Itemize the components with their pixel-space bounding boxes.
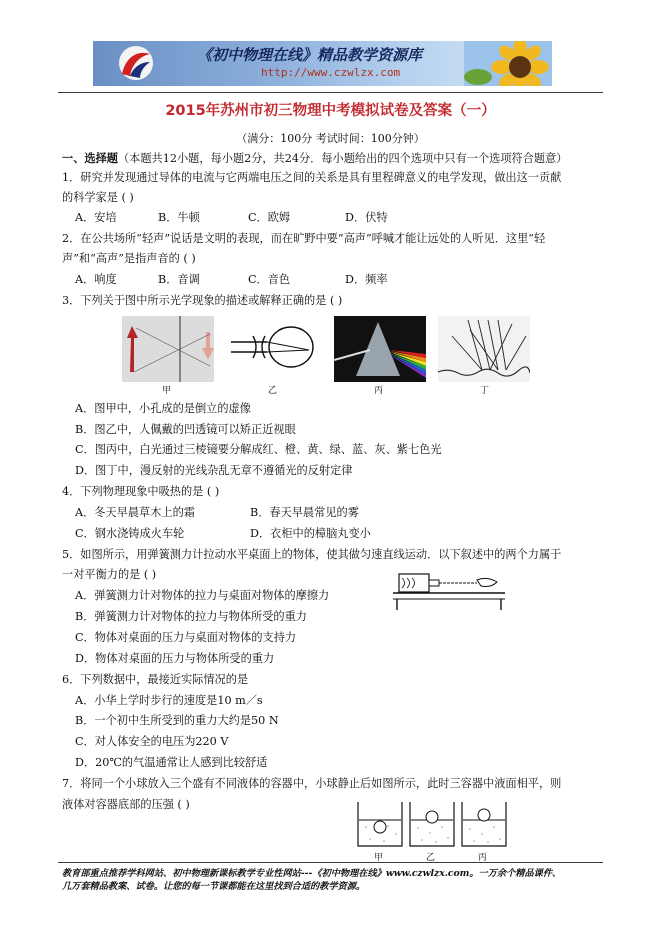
option: A．图甲中，小孔成的是倒立的虚像 xyxy=(75,402,251,415)
option: A．冬天早晨草木上的霜 xyxy=(75,506,195,519)
option: D．衣柜中的樟脑丸变小 xyxy=(250,527,371,540)
question-text: 2．在公共场所“轻声”说话是文明的表现，而在旷野中要“高声”呼喊才能让远处的人听见．这里“轻 xyxy=(62,232,546,245)
header-rule xyxy=(58,92,603,93)
option: A．小华上学时步行的速度是10 m／s xyxy=(75,694,263,707)
question-text: 1．研究并发现通过导体的电流与它两端电压之间的关系是具有里程碑意义的电学发现，做出这一贡献 xyxy=(62,171,562,184)
option: B．春天早晨常见的雾 xyxy=(250,506,359,519)
option: C．欧姆 xyxy=(248,211,291,224)
exam-info: （满分：100分 考试时间：100分钟） xyxy=(236,132,425,145)
question-text: 的科学家是 ( ) xyxy=(62,191,134,204)
prism-dispersion-figure xyxy=(334,316,426,382)
header-banner xyxy=(93,41,552,86)
option: B．音调 xyxy=(158,273,200,286)
question-text: 声”和“高声”是指声音的 ( ) xyxy=(62,252,196,265)
figure-label: 丙 xyxy=(478,853,488,863)
option: A．安培 xyxy=(75,211,117,224)
option: B．牛顿 xyxy=(158,211,200,224)
option: A．响度 xyxy=(75,273,117,286)
footer-line: 几万套精品教案、试卷。让您的每一节课都能在这里找到合适的教学资源。 xyxy=(62,881,366,892)
pinhole-camera-figure xyxy=(122,316,214,382)
question-text: 7．将同一个小球放入三个盛有不同液体的容器中，小球静止后如图所示，此时三容器中液面相平，则 xyxy=(62,777,562,790)
section-title: 一、选择题 xyxy=(62,151,118,165)
figure-label: 丙 xyxy=(374,386,384,396)
figure-label: 乙 xyxy=(426,853,436,863)
sunflower-icon xyxy=(464,41,552,86)
question-text: 3．下列关于图中所示光学现象的描述或解释正确的是 ( ) xyxy=(62,294,343,307)
option: C．钢水浇铸成火车轮 xyxy=(75,527,185,540)
question-text: 液体对容器底部的压强 ( ) xyxy=(62,798,190,811)
option: A．弹簧测力计对物体的拉力与桌面对物体的摩擦力 xyxy=(75,589,330,602)
figure-label: 甲 xyxy=(162,386,172,396)
question-text: 一对平衡力的是 ( ) xyxy=(62,568,157,581)
section-instructions: （本题共12小题，每小题2分，共24分．每小题给出的四个选项中只有一个选项符合题意） xyxy=(117,152,568,165)
option: D．伏特 xyxy=(345,211,388,224)
diffuse-reflection-figure xyxy=(438,316,530,382)
figure-label: 丁 xyxy=(480,386,490,396)
option: D．物体对桌面的压力与物体所受的重力 xyxy=(75,652,275,665)
banner-url[interactable]: http://www.czwlzx.com xyxy=(261,66,401,79)
option: B．一个初中生所受到的重力大约是50 N xyxy=(75,714,279,727)
option: D．20℃的气温通常让人感到比较舒适 xyxy=(75,756,268,769)
three-containers-figure xyxy=(352,800,512,850)
footer-line: 教育部重点推荐学科网站、初中物理新课标教学专业性网站---《初中物理在线》www.czwlzx.com。一万余个精品课件、 xyxy=(62,868,562,879)
page-title: 2015年苏州市初三物理中考模拟试卷及答案（一） xyxy=(165,103,496,119)
site-logo-icon xyxy=(116,44,156,82)
question-text: 5．如图所示，用弹簧测力计拉动水平桌面上的物体，使其做匀速直线运动．以下叙述中的两个力属于 xyxy=(62,548,562,561)
figure-label: 甲 xyxy=(374,853,384,863)
concave-lens-eye-figure xyxy=(227,316,319,382)
question-text: 4．下列物理现象中吸热的是 ( ) xyxy=(62,485,220,498)
option: B．弹簧测力计对物体的拉力与物体所受的重力 xyxy=(75,610,307,623)
option: D．图丁中，漫反射的光线杂乱无章不遵循光的反射定律 xyxy=(75,464,353,477)
footer-rule xyxy=(58,862,603,863)
question-text: 6．下列数据中，最接近实际情况的是 xyxy=(62,673,249,686)
option: C．图丙中，白光通过三棱镜要分解成红、橙、黄、绿、蓝、灰、紫七色光 xyxy=(75,443,442,456)
option: D．频率 xyxy=(345,273,388,286)
banner-title: 《初中物理在线》精品教学资源库 xyxy=(197,46,423,64)
spring-scale-figure xyxy=(393,570,505,610)
figure-label: 乙 xyxy=(268,386,278,396)
option: C．物体对桌面的压力与桌面对物体的支持力 xyxy=(75,631,297,644)
option: B．图乙中，人佩戴的凹透镜可以矫正近视眼 xyxy=(75,423,296,436)
section-heading xyxy=(62,151,567,166)
option: C．音色 xyxy=(248,273,291,286)
option: C．对人体安全的电压为220 V xyxy=(75,735,229,748)
